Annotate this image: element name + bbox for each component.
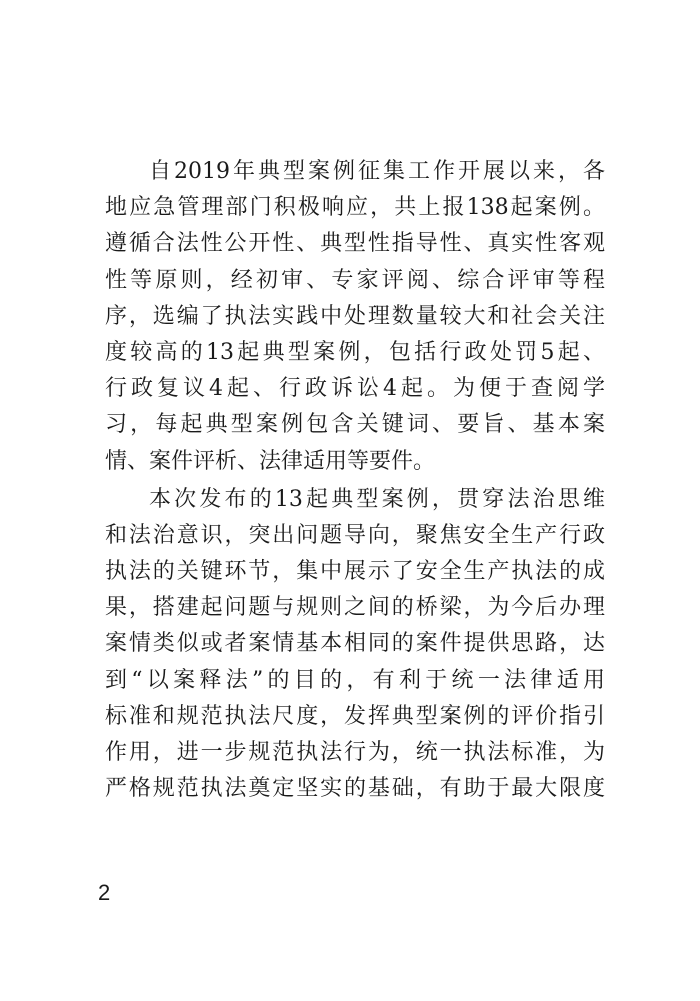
text-line: 标准和规范执法尺度，发挥典型案例的评价指引: [105, 703, 605, 729]
text-line: 本次发布的13起典型案例，贯穿法治思维: [149, 486, 605, 512]
paragraph-2: [105, 482, 605, 808]
text-line: 度较高的13起典型案例，包括行政处罚5起、: [105, 339, 605, 365]
text-line: 作用，进一步规范执法行为，统一执法标准，为: [105, 740, 605, 765]
text-line: 行政复议4起、行政诉讼4起。为便于查阅学: [105, 376, 605, 402]
text-line: 严格规范执法奠定坚实的基础，有助于最大限度: [105, 776, 605, 802]
text-line: 自2019年典型案例征集工作开展以来，各: [149, 159, 605, 184]
text-line: 执法的关键环节，集中展示了安全生产执法的成: [105, 559, 605, 585]
text-line: 习，每起典型案例包含关键词、要旨、基本案: [105, 412, 605, 438]
text-line: 和法治意识，突出问题导向，聚焦安全生产行政: [105, 522, 605, 548]
page-number: 2: [98, 880, 111, 905]
text-line: 地应急管理部门积极响应，共上报138起案例。: [105, 195, 605, 221]
text-line: 到“以案释法”的目的，有利于统一法律适用: [105, 667, 605, 693]
text-line: 情、案件评析、法律适用等要件。: [105, 448, 436, 474]
text-line: 案情类似或者案情基本相同的案件提供思路，达: [105, 631, 605, 657]
body-text: [105, 154, 605, 807]
text-line: 果，搭建起问题与规则之间的桥梁，为今后办理: [105, 595, 605, 621]
text-line: 性等原则，经初审、专家评阅、综合评审等程: [105, 267, 605, 293]
text-line: 遵循合法性公开性、典型性指导性、真实性客观: [105, 231, 605, 257]
text-line: 序，选编了执法实践中处理数量较大和社会关注: [105, 303, 605, 329]
paragraph-1: [105, 154, 605, 480]
